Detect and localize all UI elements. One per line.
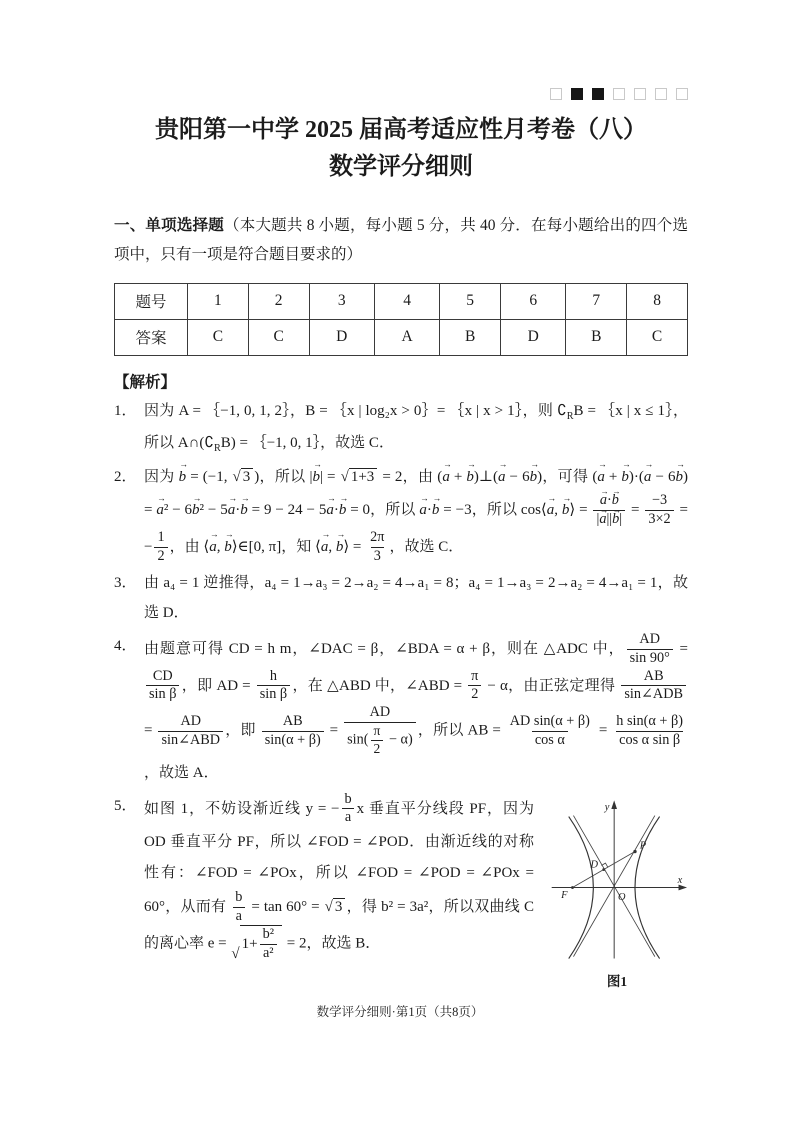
section-heading-note: （本大题共 8 小题，每小题 5 分，共 40 分．在每小题给出的四个选项中，只有一项是符合题目要求的） bbox=[114, 217, 688, 264]
solutions-list bbox=[114, 396, 688, 998]
label-P: P bbox=[639, 840, 647, 852]
question-number-cell: 7 bbox=[566, 283, 627, 319]
question-number-cell: 5 bbox=[440, 283, 501, 319]
question-number-cell: 3 bbox=[309, 283, 374, 319]
solution-item-5 bbox=[114, 791, 688, 998]
answer-cell: A bbox=[374, 319, 439, 355]
page-footer: 数学评分细则·第1页（共8页） bbox=[316, 1005, 484, 1019]
answer-cell: D bbox=[501, 319, 566, 355]
solution-item-2 bbox=[114, 462, 688, 566]
solution-text: 由 a₄ = 1 逆推得，a₄ = 1→a₃ = 2→a₂ = 4→a₁ = 8；a₄ = 1→a₃ = 2→a₂ = 4→a₁ = 1，故选 D． bbox=[144, 574, 688, 622]
y-axis-arrow bbox=[611, 800, 617, 809]
label-y-axis: y bbox=[604, 801, 610, 813]
answer-cell: B bbox=[566, 319, 627, 355]
section-heading-label: 一、单项选择题 bbox=[114, 217, 225, 235]
solution-number: 3． bbox=[114, 574, 137, 591]
figure-1 bbox=[546, 793, 688, 996]
answer-cell: B bbox=[440, 319, 501, 355]
answer-cell: C bbox=[627, 319, 688, 355]
solution-text: 因为 A = ｛−1, 0, 1, 2｝，B = ｛x | log₂x > 0｝= ｛x | x > 1｝，则 $∁_RB$ = ｛x | x ≤ 1｝，所以 $A\cap(∁_RB)$ = ｛−1, 0, 1｝，故选 C． bbox=[144, 402, 688, 454]
answer-cell: C bbox=[248, 319, 309, 355]
doc-title-line2: 数学评分细则 bbox=[329, 154, 473, 181]
label-D: D bbox=[590, 859, 599, 871]
answer-table bbox=[114, 283, 688, 356]
point-P bbox=[633, 849, 636, 852]
label-origin: O bbox=[617, 891, 626, 903]
solution-item-3 bbox=[114, 568, 688, 630]
figure-caption: 图1 bbox=[606, 973, 628, 989]
answer-cell: C bbox=[188, 319, 249, 355]
question-number-cell: 6 bbox=[501, 283, 566, 319]
solution-number: 5． bbox=[114, 797, 137, 814]
solution-number: 1． bbox=[114, 402, 137, 419]
question-number-cell: 2 bbox=[248, 283, 309, 319]
solution-text: y x O F D P 图1 如图 1，不妨设渐近线 y = − $\frac{b}{a}$ x 垂直平分线段 PF，因为 OD 垂直平分 PF，所以 ∠FOD = ∠POD．由渐近线的对称性有：∠FOD = ∠POx，所以 ∠FOD = ∠POD = ∠POx = 60°，从而有 $\frac{b}{a}$ = tan 60° = √ 3 ，得 b² = 3a²，所以双曲线 C 的离心率 e = √ 1+ $\frac{\text{b²}}{\text{a²}}$ = 2，故选 B． bbox=[144, 791, 688, 998]
solution-text: 因为 b → = (−1, √ 3 )，所以 |b →| = √ 1+3 = 2，由 (a → + b →)⊥(a → − 6b →)，可得 (a → + b →)·(a → − 6b →) = a →² − 6b →² − 5a →·b → = 9 − 24 − 5a →·b → = 0，所以 a →·b → = −3，所以 cos⟨a →, b →⟩ = $\frac{a \to\cdot b \to}{|a \to||b \to|}$ = $\frac{-3}{3\times 2}$ = − $\frac{1}{2}$ ，由 ⟨a →, b →⟩∈[0, π]，知 ⟨a →, b →⟩ = $\frac{2\pi}{3}$ ，故选 C． bbox=[144, 462, 688, 566]
solution-item-1 bbox=[114, 396, 688, 460]
question-number-cell: 1 bbox=[188, 283, 249, 319]
question-number-cell: 8 bbox=[627, 283, 688, 319]
analysis-label: 【解析】 bbox=[114, 373, 177, 391]
solution-number: 2． bbox=[114, 468, 137, 485]
answer-table-row-header: 题号 bbox=[115, 283, 188, 319]
answer-table-row bbox=[115, 319, 688, 355]
page-content bbox=[114, 0, 688, 999]
answer-table-row bbox=[115, 283, 688, 319]
solution-number: 4． bbox=[114, 638, 137, 655]
solution-text: 由题意可得 CD = h m，∠DAC = β，∠BDA = α + β，则在 △ADC 中， $\frac{AD}{\sin 90^\circ}$ = $\frac{CD}{\text{sin β}}$ ，即 AD = $\frac{h}{\text{sin β}}$ ，在 △ABD 中，∠ABD = $\frac{\pi}{2}$ − α，由正弦定理得 $\frac{AB}{\text{sin∠ADB}}$ = $\frac{AD}{\text{sin∠ABD}}$ ，即 $\frac{AB}{\sin(\alpha + \beta)}$ = AD sin( $\frac{\pi}{2}$ − α) ，所以 AB = $\frac{\text{AD sin(α + β)}}{\text{cos α}}$ = $\frac{\text{h sin(α + β)}}{\text{cos α sin β}}$ ，故选 A． bbox=[144, 631, 688, 781]
point-F bbox=[571, 886, 574, 889]
right-angle-mark bbox=[601, 863, 607, 867]
answer-table-row-header: 答案 bbox=[115, 319, 188, 355]
section-heading bbox=[114, 212, 688, 269]
label-F: F bbox=[561, 889, 568, 901]
solution-item-4 bbox=[114, 631, 688, 789]
point-D bbox=[602, 868, 605, 871]
label-x-axis: x bbox=[677, 874, 683, 886]
doc-title-line1: 贵阳第一中学 2025 届高考适应性月考卷（八） bbox=[155, 117, 647, 143]
hyperbola-figure bbox=[546, 793, 688, 965]
answer-cell: D bbox=[309, 319, 374, 355]
question-number-cell: 4 bbox=[374, 283, 439, 319]
